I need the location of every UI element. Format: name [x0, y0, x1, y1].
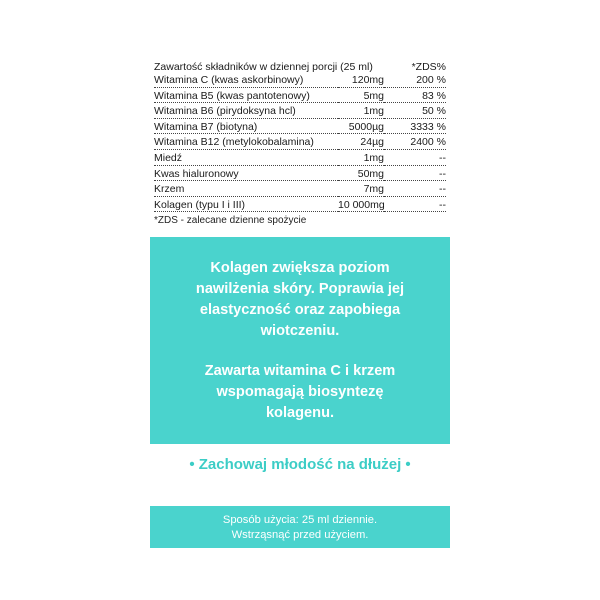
nutrient-name: Witamina B12 (metylokobalamina)	[154, 137, 338, 150]
nutrient-amount: 50mg	[338, 169, 384, 182]
nutrition-row	[154, 197, 446, 213]
usage-line-2: Wstrząsnąć przed użyciem.	[231, 529, 369, 541]
nutrient-amount: 7mg	[338, 184, 384, 197]
nutrient-amount: 24µg	[338, 137, 384, 150]
nutrient-name: Kolagen (typu I i III)	[154, 200, 338, 213]
nutrient-name: Witamina C (kwas askorbinowy)	[154, 75, 338, 88]
nutrient-zds: 3333 %	[384, 122, 446, 135]
usage-line-1: Sposób użycia: 25 ml dziennie.	[222, 514, 378, 526]
nutrient-name: Witamina B5 (kwas pantotenowy)	[154, 91, 338, 104]
nutrient-name: Krzem	[154, 184, 338, 197]
nutrition-row	[154, 181, 446, 197]
nutrition-header-label: Zawartość składników w dziennej porcji (25 ml)	[154, 60, 373, 73]
nutrient-name: Witamina B7 (biotyna)	[154, 122, 338, 135]
nutrient-zds: 200 %	[384, 75, 446, 88]
benefits-paragraph-1: Kolagen zwiększa poziom nawilżenia skóry. Poprawia jej elastyczność oraz zapobiega wiotczeniu.	[195, 260, 405, 339]
nutrient-zds: --	[384, 184, 446, 197]
nutrition-footnote: *ZDS - zalecane dzienne spożycie	[154, 215, 307, 227]
nutrient-name: Witamina B6 (pirydoksyna hcl)	[154, 106, 338, 119]
nutrition-row	[154, 119, 446, 135]
nutrient-amount: 5mg	[338, 91, 384, 104]
nutrient-amount: 120mg	[338, 75, 384, 88]
nutrition-row	[154, 150, 446, 166]
nutrient-zds: 50 %	[384, 106, 446, 119]
nutrient-amount: 5000µg	[338, 122, 384, 135]
nutrient-zds: --	[384, 200, 446, 213]
nutrient-zds: --	[384, 169, 446, 182]
nutrient-zds: 2400 %	[384, 137, 446, 150]
nutrition-row	[154, 166, 446, 182]
nutrition-row	[154, 88, 446, 104]
nutrition-row	[154, 72, 446, 88]
usage-box	[150, 506, 450, 548]
nutrient-amount: 1mg	[338, 106, 384, 119]
nutrition-rows	[154, 72, 446, 212]
nutrition-header	[154, 56, 446, 72]
nutrition-header-zds: *ZDS%	[411, 60, 446, 73]
nutrient-amount: 1mg	[338, 153, 384, 166]
nutrition-table	[154, 56, 446, 226]
slogan: • Zachowaj młodość na dłużej •	[189, 456, 411, 473]
nutrient-zds: 83 %	[384, 91, 446, 104]
nutrition-row	[154, 103, 446, 119]
nutrient-zds: --	[384, 153, 446, 166]
benefits-paragraph-2: Zawarta witamina C i krzem wspomagają biosyntezę kolagenu.	[204, 363, 396, 421]
nutrition-row	[154, 134, 446, 150]
benefits-panel	[150, 237, 450, 444]
nutrient-name: Kwas hialuronowy	[154, 169, 338, 182]
nutrient-name: Miedź	[154, 153, 338, 166]
nutrient-amount: 10 000mg	[338, 198, 385, 211]
